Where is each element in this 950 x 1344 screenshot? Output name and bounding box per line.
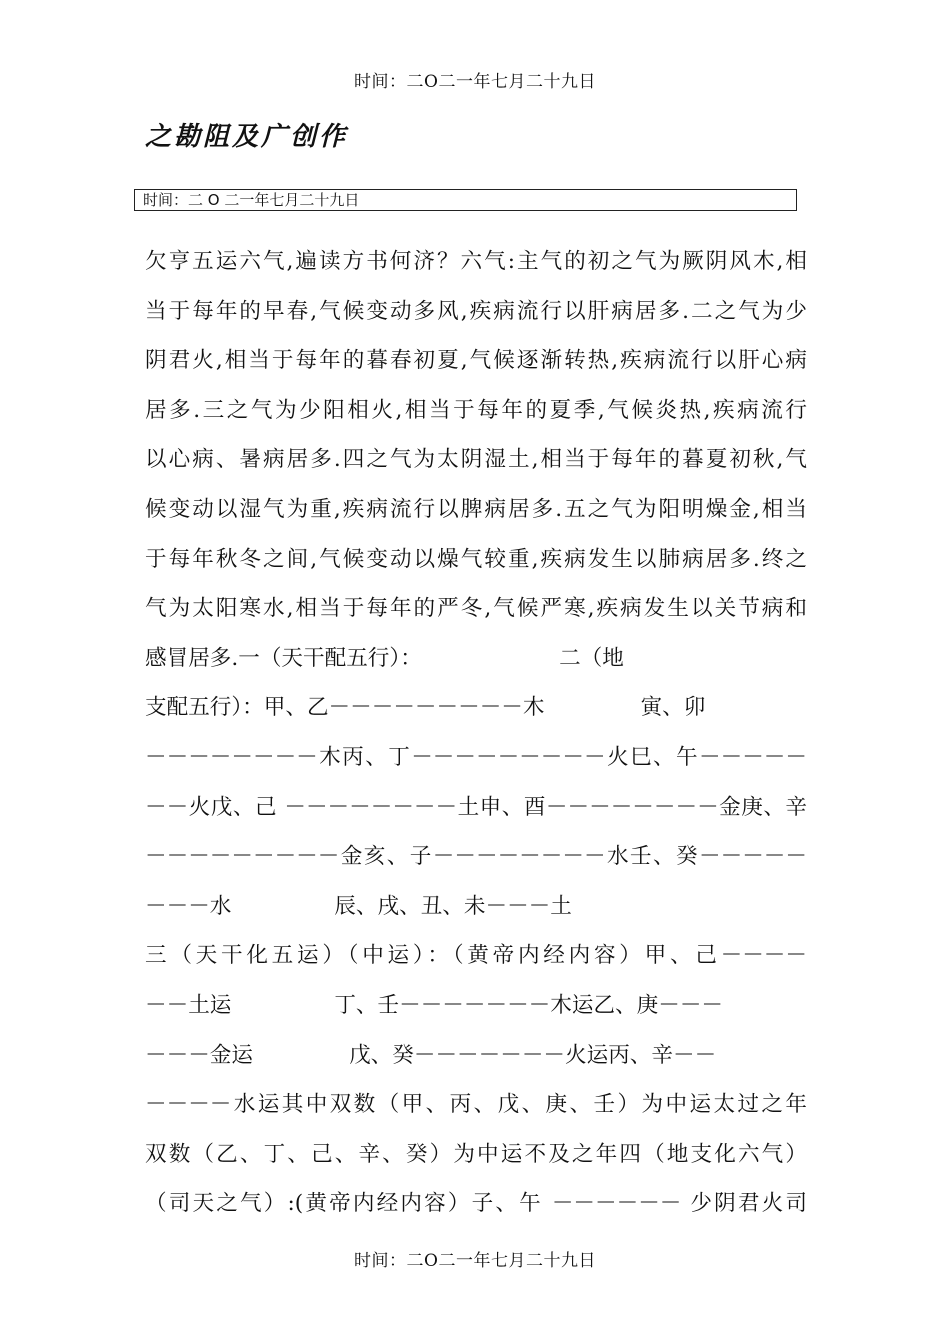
body-line: －－－金运 戊、癸－－－－－－－火运丙、辛－－ — [145, 1042, 717, 1068]
body-line: －－－－－－－－－金亥、子－－－－－－－－水壬、癸－－－－－ — [145, 844, 807, 870]
body-line: 感冒居多.一（天干配五行）： 二（地 — [145, 645, 624, 671]
body-line: 居多.三之气为少阳相火,相当于每年的夏季,气候炎热,疾病流行 — [145, 397, 807, 423]
body-line: －－－－水运其中双数（甲、丙、戊、庚、壬）为中运太过之年 — [145, 1092, 807, 1118]
body-line: 气为太阳寒水,相当于每年的严冬,气候严寒,疾病发生以关节病和 — [145, 596, 807, 622]
page-footer: 时间：二O二一年七月二十九日 — [354, 1251, 596, 1271]
date-box: 时间：二 O 二一年七月二十九日 — [134, 189, 797, 211]
body-line: －－－－－－－－木丙、丁－－－－－－－－－火巳、午－－－－－ — [145, 744, 807, 770]
document-title: 之勘阻及广创作 — [145, 122, 349, 152]
page-header: 时间：二O二一年七月二十九日 — [354, 72, 596, 92]
body-line: 以心病、暑病居多.四之气为太阴湿土,相当于每年的暮夏初秋,气 — [145, 447, 807, 473]
body-text — [145, 237, 807, 1229]
body-line: 候变动以湿气为重,疾病流行以脾病居多.五之气为阳明燥金,相当 — [145, 496, 807, 522]
body-line: 于每年秋冬之间,气候变动以燥气较重,疾病发生以肺病居多.终之 — [145, 546, 807, 572]
body-line: 支配五行）：甲、乙－－－－－－－－－木 寅、卯 — [145, 695, 706, 721]
body-line: （司天之气）:(黄帝内经内容）子、午 －－－－－－ 少阴君火司 — [145, 1191, 807, 1217]
body-line: 欠亨五运六气,遍读方书何济？六气:主气的初之气为厥阴风木,相 — [145, 249, 807, 274]
body-line: 三（天干化五运）（中运）：（黄帝内经内容）甲、己－－－－ — [145, 943, 807, 969]
body-line: －－－水 辰、戌、丑、未－－－土 — [145, 893, 572, 919]
body-line: －－土运 丁、壬－－－－－－－木运乙、庚－－－ — [145, 992, 724, 1018]
body-line: 当于每年的早春,气候变动多风,疾病流行以肝病居多.二之气为少 — [145, 298, 807, 324]
body-line: 双数（乙、丁、己、辛、癸）为中运不及之年四（地支化六气） — [145, 1141, 807, 1167]
body-line: －－火戊、己 －－－－－－－－土申、酉－－－－－－－－金庚、辛 — [145, 794, 807, 820]
body-line: 阴君火,相当于每年的暮春初夏,气候逐渐转热,疾病流行以肝心病 — [145, 348, 807, 374]
